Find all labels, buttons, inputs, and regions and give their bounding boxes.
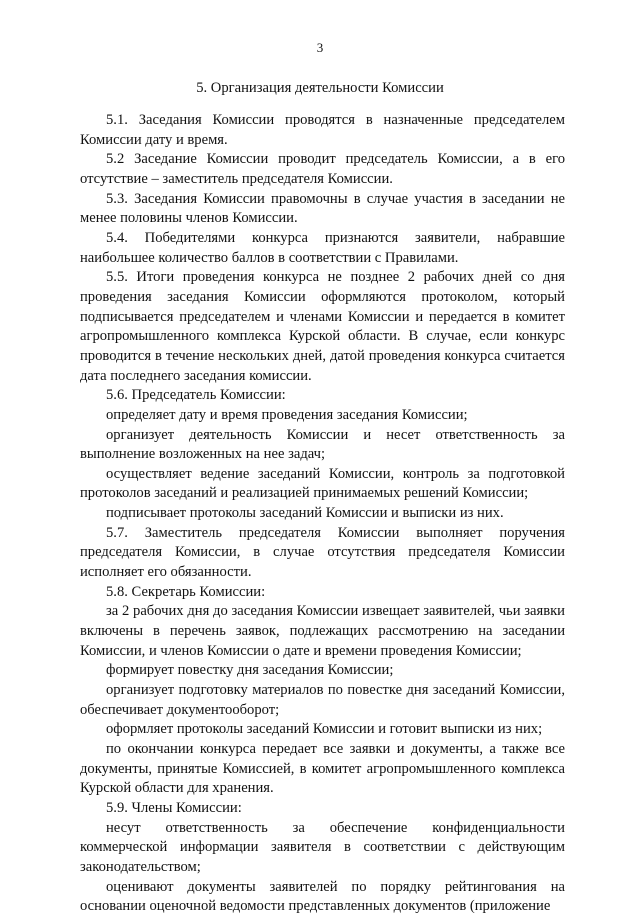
section-heading: 5. Организация деятельности Комиссии — [196, 80, 444, 96]
chair-duty-item: определяет дату и время проведения заседания Комиссии; — [106, 406, 468, 423]
page-number: 3 — [316, 40, 324, 55]
chair-duty-item: организует деятельность Комиссии и несет ответственность за выполнение возложенных на нее задач; — [80, 426, 565, 463]
paragraph-5-4: 5.4. Победителями конкурса признаются заявители, набравшие наибольшее количество баллов в соответствии с Правилами. — [80, 229, 565, 266]
paragraph-5-9: 5.9. Члены Комиссии: — [106, 799, 242, 816]
paragraph-5-6: 5.6. Председатель Комиссии: — [106, 387, 286, 404]
secretary-duty-item: организует подготовку материалов по повестке дня заседаний Комиссии, обеспечивает документооборот; — [80, 682, 565, 718]
paragraph-5-8: 5.8. Секретарь Комиссии: — [106, 583, 266, 600]
paragraph-5-2: 5.2 Заседание Комиссии проводит председатель Комиссии, а в его отсутствие – заместитель председателя Комиссии. — [80, 151, 565, 187]
secretary-duty-item: оформляет протоколы заседаний Комиссии и готовит выписки из них; — [106, 721, 543, 738]
secretary-duty-item: за 2 рабочих дня до заседания Комиссии извещает заявителей, чьи заявки включены в перечень заявок, подлежащих рассмотрению на заседании Комиссии, и членов Комиссии о дате и времени проведения Комиссии; — [80, 603, 565, 659]
paragraph-5-7: 5.7. Заместитель председателя Комиссии выполняет поручения председателя Комиссии, в случае отсутствия председателя Комиссии исполняет его обязанности. — [80, 524, 565, 581]
paragraph-5-5: 5.5. Итоги проведения конкурса не позднее 2 рабочих дней со дня проведения заседания Комиссии оформляются протоколом, который подписывается председателем и членами Комиссии и передается в комитет агропромышленного комплекса Курской области. В случае, если конкурс проводится в течение нескольких дней, датой проведения конкурса считается дата последнего заседания комиссии. — [80, 269, 565, 384]
member-duty-item: несут ответственность за обеспечение конфиденциальности коммерческой информации заявителя в соответствии с действующим законодательством; — [80, 819, 565, 875]
paragraph-5-3: 5.3. Заседания Комиссии правомочны в случае участия в заседании не менее половины членов Комиссии. — [80, 190, 565, 227]
secretary-duty-item: по окончании конкурса передает все заявки и документы, а также все документы, принятые Комиссией, в комитет агропромышленного комплекса Курской области для хранения. — [80, 741, 565, 797]
secretary-duty-item: формирует повестку дня заседания Комиссии; — [106, 662, 394, 679]
paragraph-5-1: 5.1. Заседания Комиссии проводятся в назначенные председателем Комиссии дату и время. — [80, 112, 565, 148]
member-duty-item: оценивают документы заявителей по порядку рейтингования на основании оценочной ведомости представленных документов (приложение — [80, 878, 565, 915]
chair-duty-item: подписывает протоколы заседаний Комиссии и выписки из них. — [106, 505, 504, 522]
document-body — [80, 111, 565, 917]
chair-duty-item: осуществляет ведение заседаний Комиссии, контроль за подготовкой протоколов заседаний и реализацией принимаемых решений Комиссии; — [80, 465, 565, 502]
